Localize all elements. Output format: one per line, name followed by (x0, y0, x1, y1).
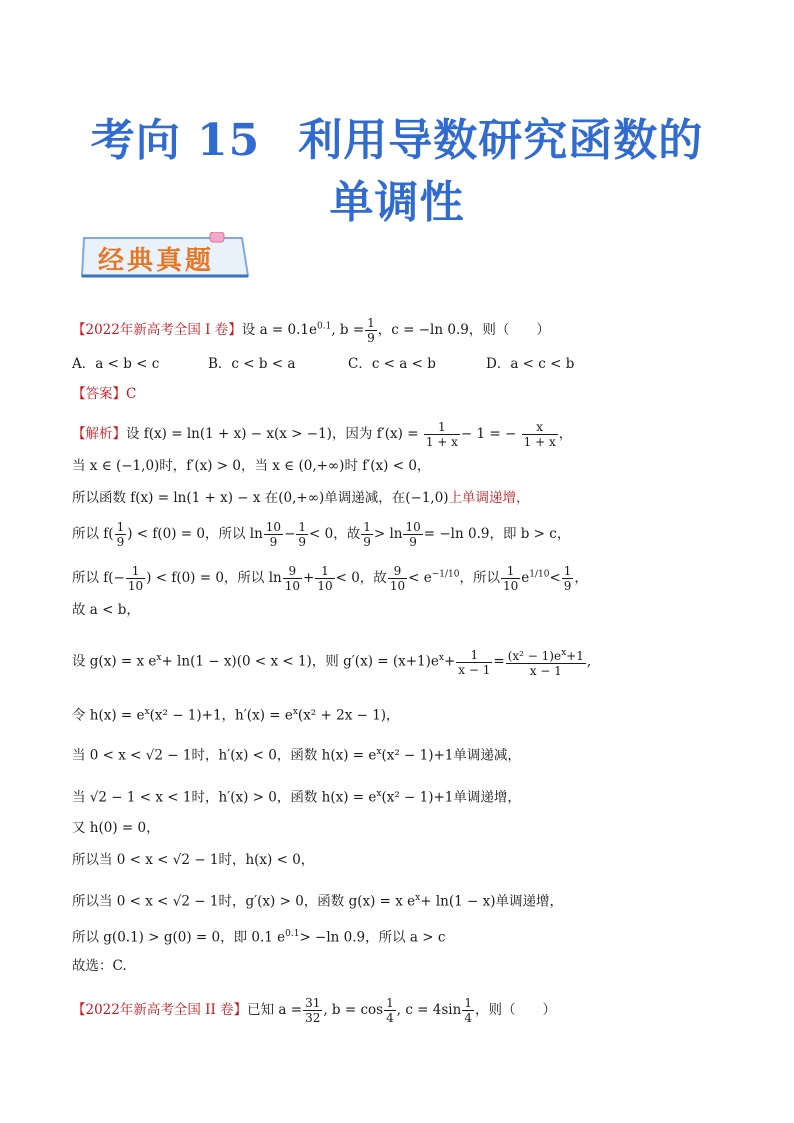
analysis-line-2: 当 x ∈ (−1,0)时，f′(x) > 0，当 x ∈ (0,+∞)时 f′(x) < 0， (72, 458, 431, 474)
l4-a: ) < f(0) = 0，所以 ln (127, 526, 263, 542)
q2-sin-d: 4 (464, 1011, 472, 1025)
l4-e: = −ln 0.9，即 b > c， (423, 526, 571, 542)
analysis-line-5: 所以 f(− $\frac{1}{10}$ ) < f(0) = 0，所以 ln $\frac{9}{10}$ + $\frac{1}{10}$ < 0，故 $\frac{9}{10}$ < $e^{-1/10}$，所以 $\frac{1}{10}$ $e^{1/10}<$ $\frac{1}{9}$ ， (72, 564, 588, 593)
l5-g: < (549, 570, 561, 586)
analysis-line-9 (72, 742, 521, 766)
q1-stem-c: ，c = −ln 0.9，则（ ） (377, 322, 550, 338)
q1-option-b: B．c < b < a (208, 356, 296, 372)
h-a: x (144, 707, 150, 717)
q2-frac-d: 32 (305, 1011, 321, 1025)
q2-source: 【2022年新高考全国 II 卷】 (72, 1002, 248, 1018)
analysis-line-3-red: 上单调递增， (448, 490, 530, 506)
analysis-label: 【解析】 (72, 426, 126, 442)
d1-tail: (x² − 1)+1单调递减， (381, 747, 521, 764)
d2-x: x (376, 789, 382, 799)
g-e: , (586, 653, 592, 670)
l5-h: ， (574, 570, 588, 586)
g-b: + ln(1 − x)(0 < x < 1)，则 g′(x) = (x+1)e (161, 653, 439, 670)
analysis-line-6: 故 a < b， (72, 602, 140, 618)
page-title-line-2: 单调性 (329, 177, 465, 228)
l4-b: − (284, 526, 296, 542)
d2-start: 当 √2 − 1 < x < 1时，h′(x) > 0，函数 h(x) = e (72, 789, 377, 806)
analysis-line-7: 设 g(x) = x $e^x+ \ln(1 - x)(0 < x < 1)$，则 $g'(x) = (x+1)e^x+$ $\frac{1}{x - 1}$ = $\frac{(x^2 - 1)e^x+1}{x - 1}$ , (72, 647, 592, 678)
analysis-line-1 (72, 420, 572, 449)
analysis-line-10 (72, 784, 521, 808)
q1-stem-exp: 0.1 (316, 321, 332, 332)
frac-x-over-1px: $\frac{x}{1 + x}$ (523, 420, 556, 449)
last-tail: > −ln 0.9，所以 a > c (299, 929, 446, 946)
l5-exp2: 1/10 (529, 569, 550, 580)
q1-frac (365, 316, 377, 345)
q2-stem-a: 已知 a = (247, 1002, 303, 1018)
answer-label: 【答案】 (72, 386, 126, 402)
q1-stem (72, 316, 550, 345)
q1-frac-d: 9 (367, 331, 375, 345)
h-b: (x² − 1)+1，h′(x) = e (149, 707, 293, 724)
q1-source: 【2022年新高考全国 I 卷】 (72, 322, 242, 338)
d1-x: x (376, 747, 382, 757)
g-start: 设 g(x) = x e (72, 653, 157, 670)
l4-d: > ln (373, 526, 403, 542)
g-c: + (443, 653, 456, 670)
h-c: x (292, 707, 298, 717)
q2-frac-n: 31 (305, 996, 321, 1010)
q2-cos-n: 1 (386, 996, 394, 1010)
l5-d: < e (408, 570, 432, 586)
d2-tail: (x² − 1)+1单调递增， (381, 789, 521, 806)
q1-stem-a: 设 a = 0.1e (241, 322, 317, 338)
l4-start: 所以 f( (72, 526, 114, 542)
frac-1-over-1px: $\frac{1}{1 + x}$ (425, 420, 458, 449)
analysis-line-14 (72, 924, 445, 948)
g-d: = (493, 653, 505, 670)
analysis-line-4: 所以 f( $\frac{1}{9}$ ) < f(0) = 0，所以 ln $\frac{10}{9}$ − $\frac{1}{9}$ < 0，故 $\frac{1}{9}$ > ln $\frac{10}{9}$ = −ln 0.9，即 b > c， (72, 520, 571, 549)
l5-f: e (521, 570, 530, 586)
g2-tail: + ln(1 − x)单调递增， (420, 893, 563, 910)
line-1-tail-a: − 1 = − (460, 426, 517, 442)
h-d: (x² + 2x − 1)， (297, 707, 400, 724)
last-exp: 0.1 (285, 929, 300, 939)
l5-e: ，所以 (459, 570, 500, 586)
g-frac-num: (x² − 1)e (507, 649, 562, 663)
analysis-line-8 (72, 702, 400, 726)
section-badge-label: 经典真题 (98, 246, 215, 276)
q2-stem-c: , c = 4sin (396, 1002, 462, 1018)
page-title-line-1 (0, 104, 794, 168)
g2-start: 所以当 0 < x < √2 − 1时，g′(x) > 0，函数 g(x) = x e (72, 893, 416, 910)
analysis-conclusion: 故选：C. (72, 958, 127, 974)
l5-c: < 0，故 (335, 570, 387, 586)
l5-exp: −1/10 (431, 569, 460, 580)
q1-option-c: C．c < a < b (348, 356, 436, 372)
q2-stem-d: ，则（ ） (474, 1002, 556, 1018)
analysis-line-12: 所以当 0 < x < √2 − 1时，h(x) < 0， (72, 852, 315, 868)
q1-option-a: A．a < b < c (72, 356, 160, 372)
q2-cos-d: 4 (386, 1011, 394, 1025)
g-a: x (156, 653, 162, 663)
line-1-tail-b: ， (558, 426, 573, 442)
q1-frac-n: 1 (367, 316, 375, 330)
g2-x: x (415, 893, 421, 903)
q2-stem (72, 996, 556, 1025)
q1-stem-b: , b = (331, 322, 365, 338)
analysis-line-3 (72, 488, 530, 508)
answer-value: C (126, 386, 137, 402)
l4-c: < 0，故 (309, 526, 361, 542)
d1-start: 当 0 < x < √2 − 1时，h′(x) < 0，函数 h(x) = e (72, 747, 377, 764)
last-start: 所以 g(0.1) > g(0) = 0，即 0.1 e (72, 929, 286, 946)
q2-sin-n: 1 (464, 996, 472, 1010)
h-start: 令 h(x) = e (72, 707, 145, 724)
analysis-line-3-text: 所以函数 f(x) = ln(1 + x) − x 在(0,+∞)单调递减，在(−1,0) (72, 490, 449, 506)
q2-stem-b: , b = cos (323, 1002, 384, 1018)
analysis-line-1-text: 设 f(x) = ln(1 + x) − x(x > −1)，因为 f′(x) = (126, 426, 419, 442)
q1-option-d: D．a < c < b (486, 356, 575, 372)
l5-a: ) < f(0) = 0，所以 ln (146, 570, 282, 586)
analysis-line-13 (72, 888, 563, 912)
title-number: 考向 15 (90, 115, 261, 166)
l5-b: + (303, 570, 315, 586)
l5-start: 所以 f(− (72, 570, 125, 586)
title-text: 利用导数研究函数的 (298, 115, 704, 166)
q1-answer (72, 384, 136, 404)
analysis-line-11: 又 h(0) = 0， (72, 820, 160, 836)
